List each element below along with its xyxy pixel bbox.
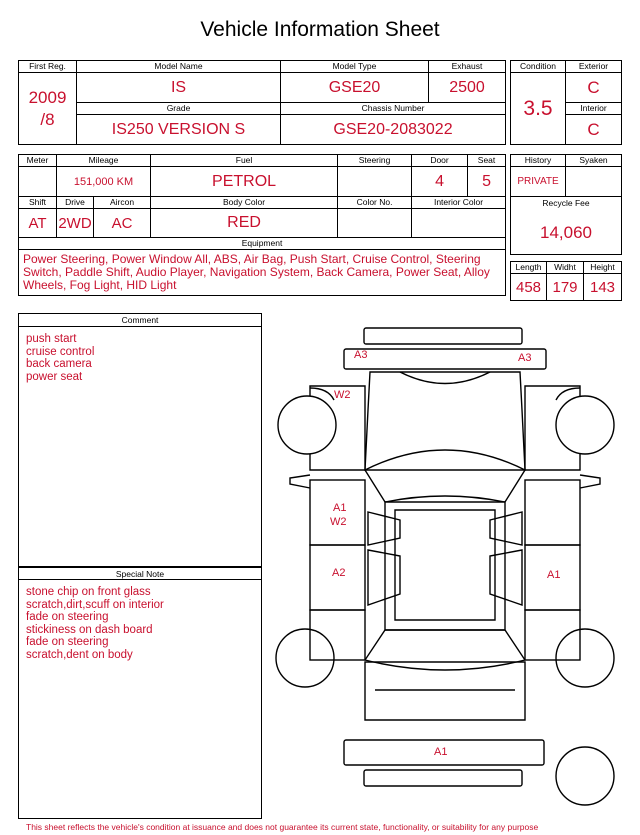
comment-line: push start — [26, 333, 77, 345]
meter-label: Meter — [19, 155, 57, 167]
wheel-rear-left — [276, 629, 334, 687]
right-front-door — [525, 480, 580, 545]
special-note-line: stickiness on dash board — [26, 623, 153, 636]
left-mirror — [290, 475, 310, 488]
width-value: 179 — [547, 274, 584, 301]
windshield — [365, 450, 525, 502]
exhaust-label: Exhaust — [429, 61, 506, 73]
equipment-label: Equipment — [19, 238, 506, 250]
damage-mark-right-rear-door: A1 — [547, 569, 561, 581]
mileage-value: 151,000 KM — [57, 167, 151, 197]
rear-window — [365, 630, 525, 670]
damage-mark-left-fender: W2 — [334, 389, 351, 401]
door-value: 4 — [412, 167, 468, 197]
width-label: Widht — [547, 262, 584, 274]
comment-box — [18, 313, 262, 567]
length-label: Length — [511, 262, 547, 274]
comment-line: cruise control — [26, 345, 95, 358]
height-label: Height — [584, 262, 622, 274]
fuel-value: PETROL — [151, 167, 338, 197]
syaken-value — [566, 167, 622, 197]
body-color-value: RED — [151, 209, 338, 238]
syaken-label: Syaken — [566, 155, 622, 167]
special-note-line: scratch,dirt,scuff on interior — [26, 598, 164, 611]
aircon-label: Aircon — [94, 197, 151, 209]
front-bumper-upper — [364, 328, 522, 344]
special-note-lines — [19, 580, 261, 662]
rear-bumper-lower — [364, 770, 522, 786]
wheel-front-right — [556, 396, 614, 454]
condition-label: Condition — [511, 61, 566, 73]
comment-line: power seat — [26, 370, 83, 383]
special-note-line: stone chip on front glass — [26, 586, 151, 598]
color-no-value — [338, 209, 412, 238]
steering-value — [338, 167, 412, 197]
height-value: 143 — [584, 274, 622, 301]
condition-table — [510, 60, 622, 145]
recycle-fee-label: Recycle Fee — [542, 198, 590, 208]
grade-value: IS250 VERSION S — [77, 115, 281, 145]
aircon-value: AC — [94, 209, 151, 238]
damage-mark-rear-bumper: A1 — [434, 746, 448, 758]
comment-label: Comment — [19, 314, 261, 327]
history-value: PRIVATE — [511, 167, 566, 197]
grade-label: Grade — [77, 103, 281, 115]
body-color-label: Body Color — [151, 197, 338, 209]
model-name-label: Model Name — [77, 61, 281, 73]
history-table — [510, 154, 622, 255]
equipment-list: Power Steering, Power Window All, ABS, Air Bag, Push Start, Cruise Control, Steering Switch, Paddle Shift, Audio Player, Navigation System, Back Camera, Power Seat, Alloy Wheels, Fog Light, HID Light — [19, 250, 506, 296]
damage-mark-left-front-door-2: W2 — [330, 516, 347, 528]
meter-value — [19, 167, 57, 197]
color-no-label: Color No. — [338, 197, 412, 209]
door-label: Door — [412, 155, 468, 167]
condition-score: 3.5 — [511, 73, 566, 145]
front-bumper — [344, 349, 546, 369]
special-note-box — [18, 567, 262, 819]
mileage-label: Mileage — [57, 155, 151, 167]
comment-lines — [19, 327, 261, 383]
seat-value: 5 — [468, 167, 506, 197]
interior-color-label: Interior Color — [412, 197, 506, 209]
roof-inner — [395, 510, 495, 620]
interior-grade: C — [566, 115, 622, 145]
car-damage-diagram — [270, 318, 622, 818]
model-name-value: IS — [77, 73, 281, 103]
first-reg-year: 2009 — [28, 87, 67, 107]
roof — [385, 502, 505, 630]
special-note-line: fade on steering — [26, 636, 109, 649]
special-note-line: fade on steering — [26, 611, 109, 624]
hood-curve — [400, 372, 490, 384]
comment-line: back camera — [26, 358, 92, 371]
wheel-spare — [556, 747, 614, 805]
steering-label: Steering — [338, 155, 412, 167]
right-mirror — [580, 475, 600, 488]
special-note-line: scratch,dent on body — [26, 648, 133, 661]
footer-disclaimer: This sheet reflects the vehicle's condition at issuance and does not guarantee its current state, functionality, or suitability for any purpose — [26, 822, 539, 832]
fuel-label: Fuel — [151, 155, 338, 167]
first-reg-label: First Reg. — [19, 61, 77, 73]
drive-value: 2WD — [57, 209, 94, 238]
first-reg-month: /8 — [40, 109, 55, 129]
recycle-fee-cell — [511, 197, 622, 255]
exterior-label: Exterior — [566, 61, 622, 73]
dimensions-table — [510, 261, 622, 301]
damage-mark-front-left: A3 — [354, 349, 368, 361]
hood — [365, 372, 525, 470]
page-title: Vehicle Information Sheet — [200, 18, 440, 41]
wheel-front-left — [278, 396, 336, 454]
drive-label: Drive — [57, 197, 94, 209]
history-label: History — [511, 155, 566, 167]
seat-label: Seat — [468, 155, 506, 167]
exhaust-value: 2500 — [429, 73, 506, 103]
first-reg-value — [19, 73, 77, 145]
wheel-rear-right — [556, 629, 614, 687]
vehicle-info-table — [18, 60, 506, 145]
shift-value: AT — [19, 209, 57, 238]
model-type-label: Model Type — [281, 61, 429, 73]
shift-label: Shift — [19, 197, 57, 209]
chassis-number-label: Chassis Number — [281, 103, 506, 115]
model-type-value: GSE20 — [281, 73, 429, 103]
damage-mark-left-front-door-1: A1 — [333, 502, 347, 514]
damage-mark-left-rear-door: A2 — [332, 567, 346, 579]
spec-table — [18, 154, 506, 296]
special-note-label: Special Note — [19, 567, 261, 580]
interior-color-value — [412, 209, 506, 238]
recycle-fee-value: 14,060 — [540, 223, 592, 242]
length-value: 458 — [511, 274, 547, 301]
chassis-number-value: GSE20-2083022 — [281, 115, 506, 145]
interior-label: Interior — [566, 103, 622, 115]
damage-mark-front-right: A3 — [518, 352, 532, 364]
exterior-grade: C — [566, 73, 622, 103]
